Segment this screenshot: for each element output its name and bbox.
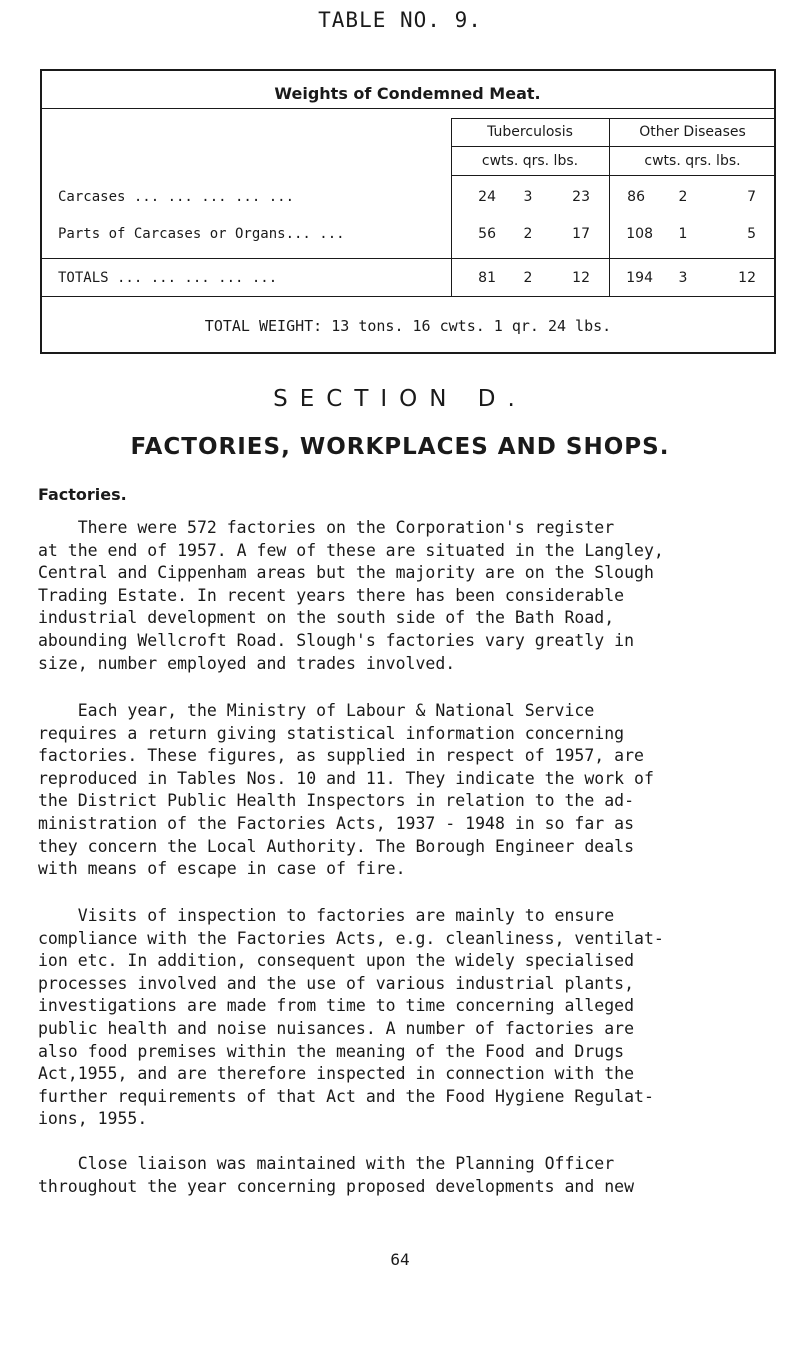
row-label-parts: Parts of Carcases or Organs... ...: [58, 226, 345, 242]
total-weight: TOTAL WEIGHT: 13 tons. 16 cwts. 1 qr. 24 lbs.: [204, 317, 612, 335]
section-title: SECTION D.: [273, 386, 527, 412]
text-line: investigations are made from time to time concerning alleged: [38, 996, 635, 1016]
text-line: Trading Estate. In recent years there has been considerable: [38, 585, 625, 605]
other-diseases-header: Other Diseases: [639, 124, 746, 140]
text-line: processes involved and the use of various industrial plants,: [38, 973, 635, 993]
text-line: factories. These figures, as supplied in respect of 1957, are: [38, 746, 644, 766]
factories-heading: Factories.: [38, 485, 127, 504]
cell-value: 2: [678, 189, 688, 205]
paragraph-ministry: [38, 700, 768, 881]
text-line: ion etc. In addition, consequent upon the widely specialised: [38, 951, 635, 971]
cell-value: 1: [678, 226, 688, 242]
cell-value: 108: [626, 226, 653, 242]
cell-value: 3: [523, 189, 533, 205]
section-subtitle: FACTORIES, WORKPLACES AND SHOPS.: [130, 434, 670, 460]
cell-value: 12: [738, 270, 756, 286]
text-line: Central and Cippenham areas but the majority are on the Slough: [38, 563, 654, 583]
paragraph-visits: [38, 905, 768, 1131]
cell-value: 3: [678, 270, 688, 286]
cell-value: 2: [523, 226, 533, 242]
text-line: further requirements of that Act and the Food Hygiene Regulat-: [38, 1086, 654, 1106]
text-line: Each year, the Ministry of Labour & National Service: [38, 701, 595, 720]
cell-value: 7: [747, 189, 756, 205]
cell-value: 194: [626, 270, 653, 286]
text-line: Visits of inspection to factories are mainly to ensure: [38, 906, 615, 925]
totals-label: TOTALS ... ... ... ... ...: [58, 270, 278, 286]
text-line: throughout the year concerning proposed developments and new: [38, 1176, 635, 1196]
text-line: industrial development on the south side of the Bath Road,: [38, 608, 615, 628]
text-line: compliance with the Factories Acts, e.g. cleanliness, ventilat-: [38, 928, 664, 948]
cell-value: 2: [523, 270, 533, 286]
page-number: 64: [390, 1250, 410, 1269]
text-line: size, number employed and trades involved.: [38, 653, 456, 673]
paragraph-liaison: [38, 1153, 768, 1198]
cell-value: 17: [572, 226, 590, 242]
paragraph-register: [38, 517, 768, 675]
text-line: the District Public Health Inspectors in relation to the ad-: [38, 791, 635, 811]
other-units-header: cwts. qrs. lbs.: [644, 153, 741, 169]
cell-value: 5: [747, 226, 756, 242]
text-line: public health and noise nuisances. A number of factories are: [38, 1018, 635, 1038]
text-line: ions, 1955.: [38, 1109, 148, 1129]
text-line: reproduced in Tables Nos. 10 and 11. They indicate the work of: [38, 768, 654, 788]
cell-value: 12: [572, 270, 590, 286]
text-line: ministration of the Factories Acts, 1937 - 1948 in so far as: [38, 813, 635, 833]
cell-value: 23: [572, 189, 590, 205]
text-line: they concern the Local Authority. The Borough Engineer deals: [38, 836, 635, 856]
tb-units-header: cwts. qrs. lbs.: [481, 153, 579, 169]
cell-value: 56: [478, 226, 496, 242]
text-line: There were 572 factories on the Corporation's register: [38, 518, 615, 537]
table-heading: Weights of Condemned Meat.: [274, 84, 541, 103]
text-line: Act,1955, and are therefore inspected in connection with the: [38, 1064, 635, 1084]
cell-value: 86: [627, 189, 645, 205]
tuberculosis-header: Tuberculosis: [487, 124, 573, 140]
cell-value: 81: [478, 270, 496, 286]
text-line: at the end of 1957. A few of these are situated in the Langley,: [38, 540, 664, 560]
table-number: TABLE NO. 9.: [318, 8, 482, 32]
text-line: Close liaison was maintained with the Planning Officer: [38, 1154, 615, 1173]
cell-value: 24: [478, 189, 496, 205]
text-line: with means of escape in case of fire.: [38, 859, 406, 879]
text-line: requires a return giving statistical information concerning: [38, 723, 625, 743]
row-label-carcases: Carcases ... ... ... ... ...: [58, 189, 295, 205]
text-line: also food premises within the meaning of the Food and Drugs: [38, 1041, 625, 1061]
text-line: abounding Wellcroft Road. Slough's factories vary greatly in: [38, 630, 635, 650]
